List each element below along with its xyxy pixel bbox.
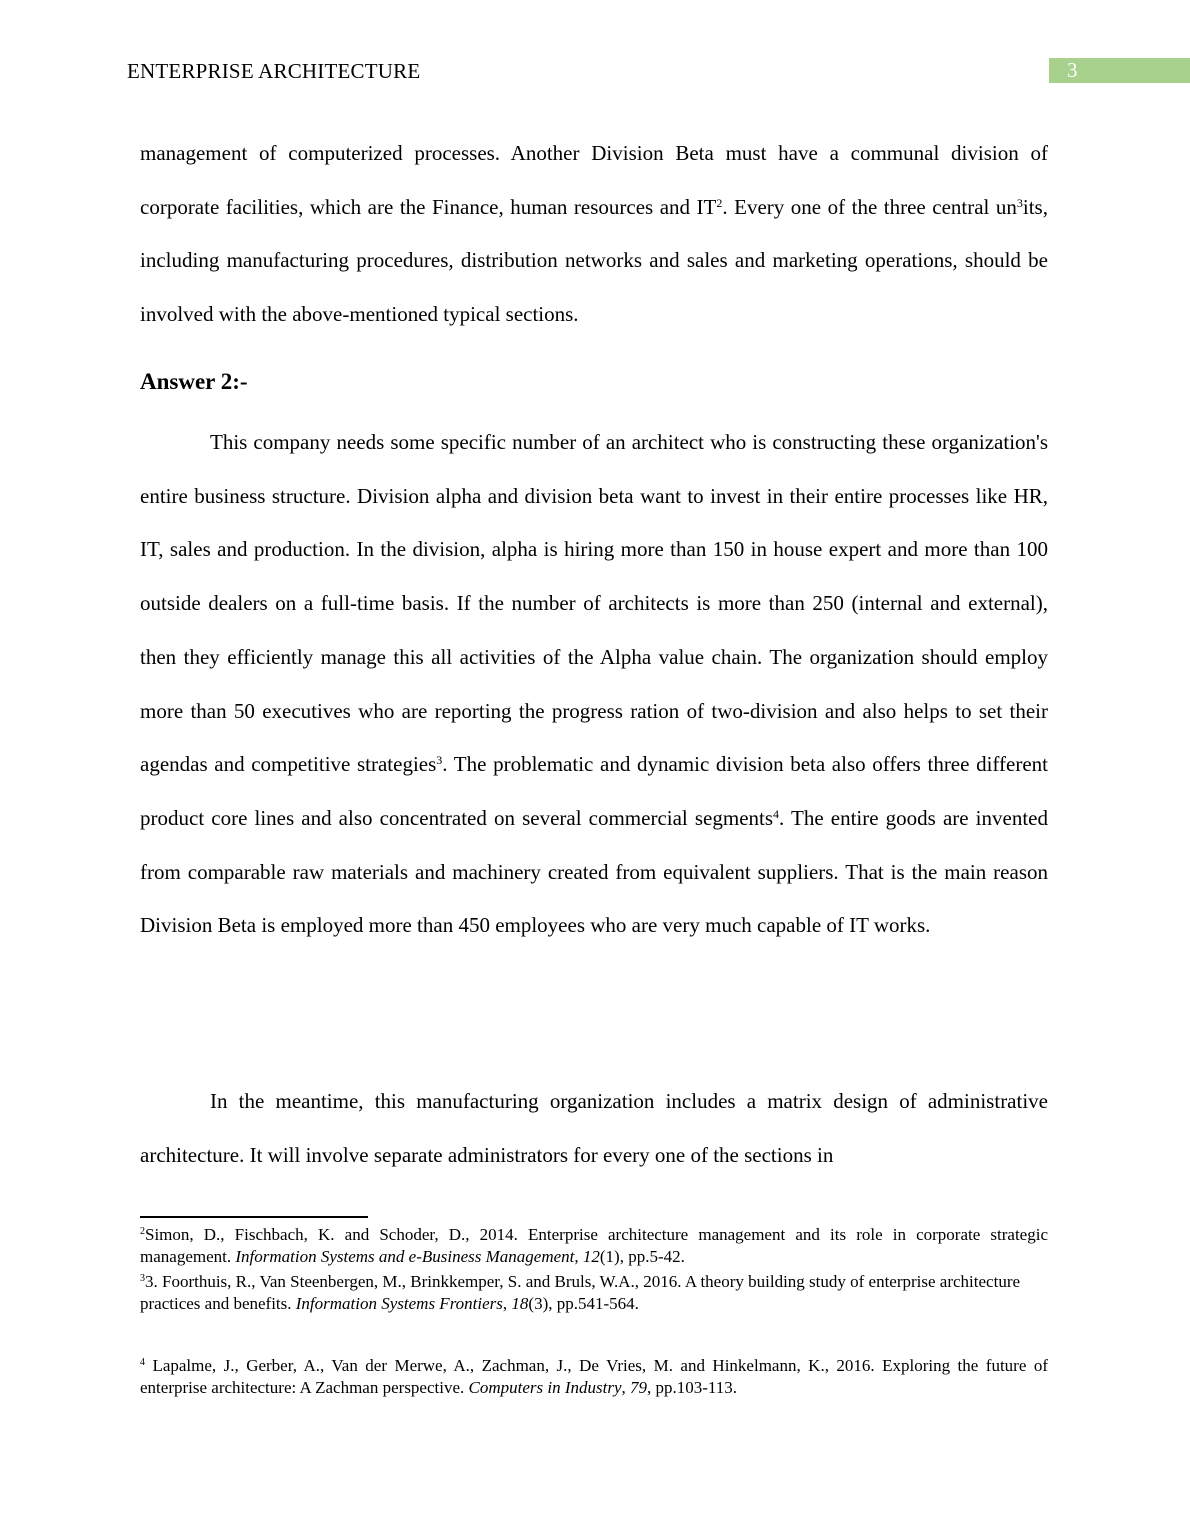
footnote-text: , pp.103-113. bbox=[647, 1378, 738, 1397]
footnote-mark: 4 bbox=[140, 1357, 145, 1368]
footnote-text: (3), pp.541-564. bbox=[528, 1294, 639, 1313]
footnote-text: Lapalme, J., Gerber, A., Van der Merwe, A., Zachman, J., De Vries, M. and Hinkelmann, K., 2016. Exploring the future of enterprise architecture: A Zachman perspective. bbox=[140, 1356, 1048, 1397]
footnote-ref-3[interactable]: 3 bbox=[1016, 195, 1023, 210]
section-heading: Answer 2:- bbox=[140, 369, 248, 394]
footnote-ref-4[interactable]: 4 bbox=[773, 806, 780, 821]
footnote-text: (1), pp.5-42. bbox=[599, 1247, 685, 1266]
paragraph-text: management of computerized processes. Another Division Beta must have a communal division of corporate facilities, which are the Finance, human resources and IT bbox=[140, 141, 1048, 219]
paragraph-text: This company needs some specific number of an architect who is constructing these organization's entire business structure. Division alpha and division beta want to invest in their entire processes like HR, IT, sales and production. In the division, alpha is hiring more than 150 in house expert and more than 100 outside dealers on a full-time basis. If the number of architects is more than 250 (internal and external), then they efficiently manage this all activities of the Alpha value chain. The organization should employ more than 50 executives who are reporting the progress ration of two-division and also helps to set their agendas and competitive strategies bbox=[140, 430, 1048, 777]
page-number: 3 bbox=[1067, 58, 1078, 82]
body-paragraph-3 bbox=[140, 1075, 1048, 1182]
paragraph-text: . The entire goods are invented from comparable raw materials and machinery created from equivalent suppliers. That is the main reason Division Beta is employed more than 450 employees who are very much capable of IT works. bbox=[140, 805, 1048, 938]
footnote-sep: , bbox=[621, 1378, 631, 1397]
footnote-volume: 18 bbox=[511, 1294, 529, 1313]
footnote-text: Simon, D., Fischbach, K. and Schoder, D., 2014. Enterprise architecture management and its role in corporate strategic management. bbox=[140, 1225, 1048, 1266]
paragraph-text: its, including manufacturing procedures, distribution networks and sales and marketing operations, should be involved with the above-mentioned typical sections. bbox=[140, 194, 1048, 327]
footnote-ref-2[interactable]: 2 bbox=[716, 195, 723, 210]
footnote-separator bbox=[140, 1216, 368, 1218]
paragraph-text: . Every one of the three central un bbox=[722, 194, 1017, 219]
footnote-4 bbox=[140, 1355, 1048, 1399]
footnote-sep: , bbox=[574, 1247, 583, 1266]
footnote-ref-3[interactable]: 3 bbox=[436, 753, 443, 768]
footnote-journal: Computers in Industry bbox=[468, 1378, 622, 1397]
footnote-journal: Information Systems and e-Business Management bbox=[235, 1247, 575, 1266]
footnote-mark: 2 bbox=[140, 1226, 145, 1237]
footnote-mark: 3 bbox=[140, 1273, 145, 1284]
paragraph-text: In the meantime, this manufacturing organization includes a matrix design of administrative architecture. It will involve separate administrators for every one of the sections in bbox=[140, 1089, 1048, 1167]
footnote-journal: Information Systems Frontiers bbox=[295, 1294, 503, 1313]
body-paragraph-2 bbox=[140, 416, 1048, 953]
body-paragraph-1 bbox=[140, 127, 1048, 342]
footnote-text: 3. Foorthuis, R., Van Steenbergen, M., Brinkkemper, S. and Bruls, W.A., 2016. A theory building study of enterprise architecture practices and benefits. bbox=[140, 1272, 1021, 1313]
running-header-title: ENTERPRISE ARCHITECTURE bbox=[127, 59, 421, 83]
footnote-volume: 12 bbox=[582, 1247, 600, 1266]
footnote-3 bbox=[140, 1271, 1048, 1315]
footnote-sep: , bbox=[502, 1294, 512, 1313]
page-number-box bbox=[1049, 58, 1190, 83]
footnote-volume: 79 bbox=[630, 1378, 648, 1397]
footnote-2 bbox=[140, 1224, 1048, 1268]
paragraph-text: . The problematic and dynamic division beta also offers three different product core lines and also concentrated on several commercial segments bbox=[140, 752, 1048, 830]
